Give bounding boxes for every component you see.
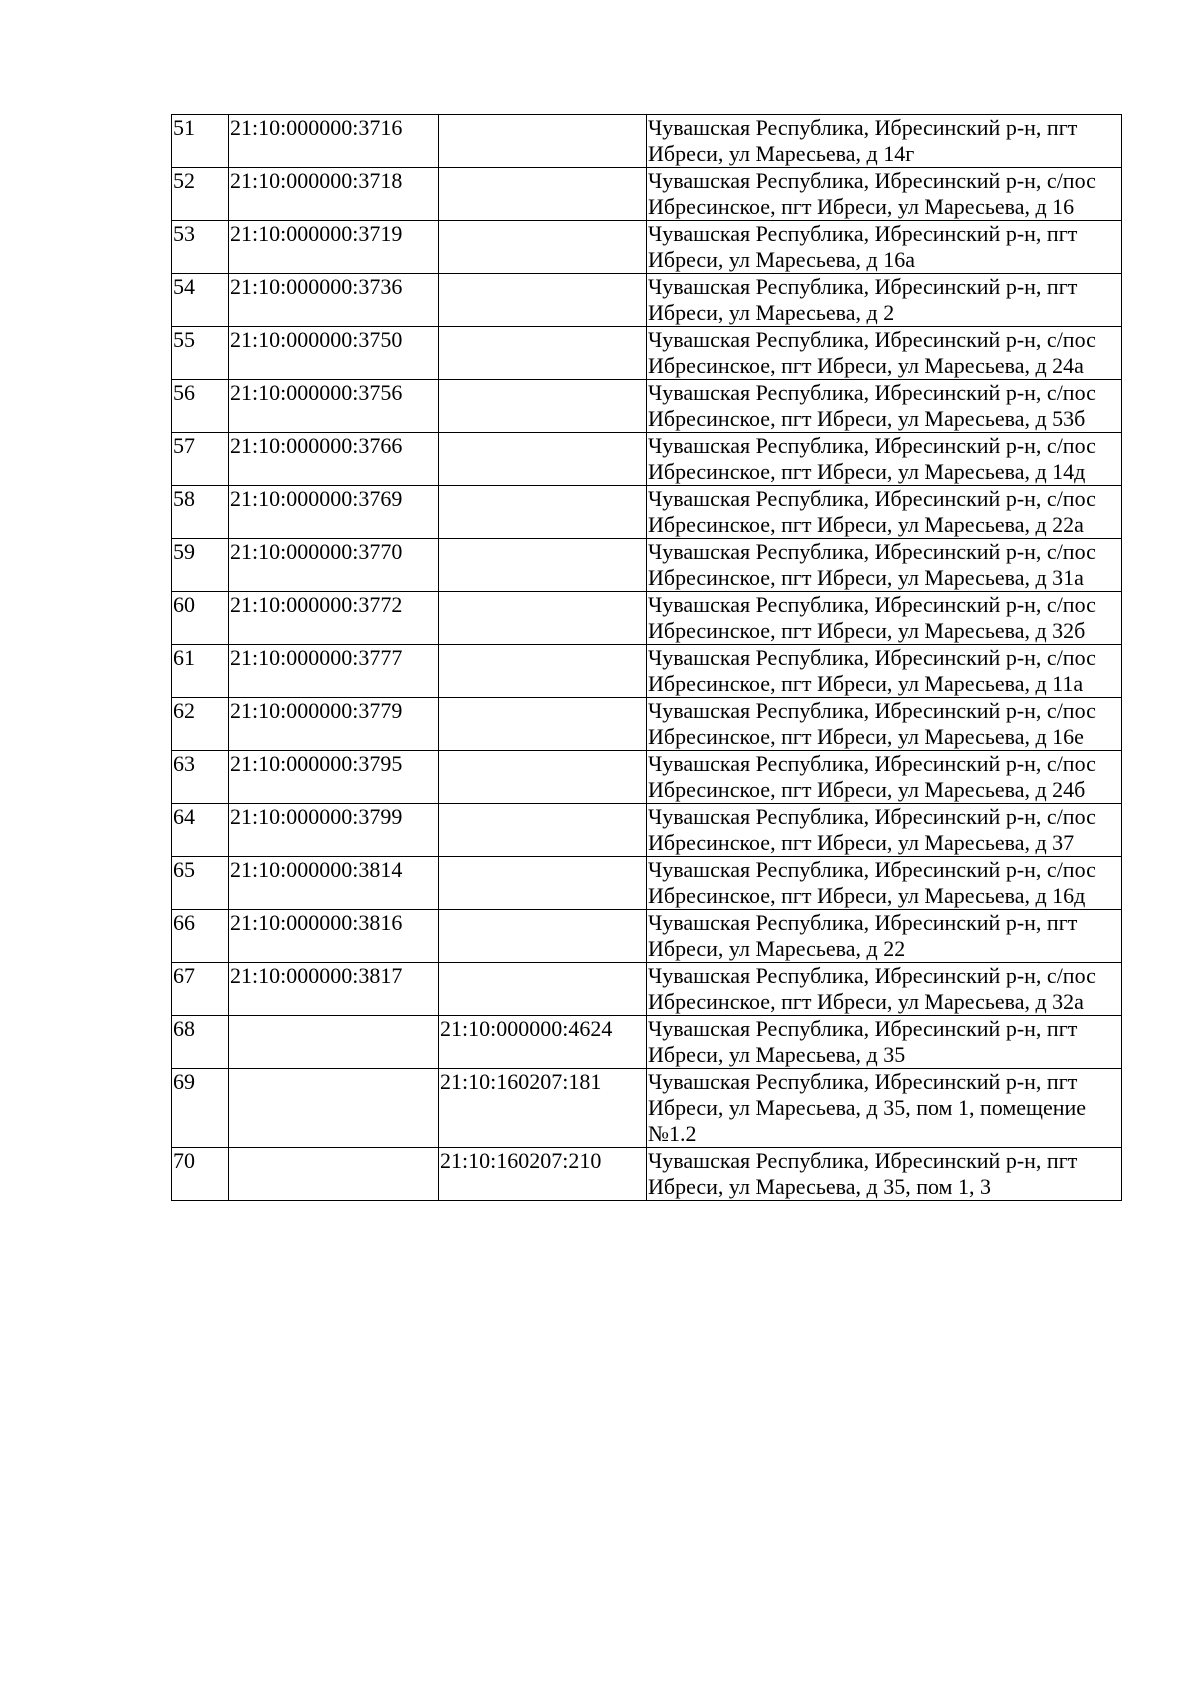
row-number-cell: 67 [172, 963, 229, 1016]
address-cell: Чувашская Республика, Ибресинский р-н, с/пос Ибресинское, пгт Ибреси, ул Маресьева, д 16е [647, 698, 1122, 751]
table-row [172, 804, 1122, 857]
cadastral-number-2-cell [439, 327, 647, 380]
address-cell: Чувашская Республика, Ибресинский р-н, пгт Ибреси, ул Маресьева, д 22 [647, 910, 1122, 963]
cadastral-number-cell [229, 1148, 439, 1201]
property-table [171, 114, 1122, 1201]
row-number-cell: 58 [172, 486, 229, 539]
address-cell: Чувашская Республика, Ибресинский р-н, с/пос Ибресинское, пгт Ибреси, ул Маресьева, д 16 [647, 168, 1122, 221]
cadastral-number-2-cell [439, 804, 647, 857]
cadastral-number-cell: 21:10:000000:3736 [229, 274, 439, 327]
cadastral-number-cell: 21:10:000000:3777 [229, 645, 439, 698]
table-row [172, 592, 1122, 645]
row-number-cell: 55 [172, 327, 229, 380]
cadastral-number-cell: 21:10:000000:3756 [229, 380, 439, 433]
row-number-cell: 63 [172, 751, 229, 804]
table-row [172, 380, 1122, 433]
cadastral-number-2-cell [439, 857, 647, 910]
cadastral-number-cell: 21:10:000000:3779 [229, 698, 439, 751]
table-row [172, 645, 1122, 698]
row-number-cell: 68 [172, 1016, 229, 1069]
address-cell: Чувашская Республика, Ибресинский р-н, с/пос Ибресинское, пгт Ибреси, ул Маресьева, д 24а [647, 327, 1122, 380]
cadastral-number-cell: 21:10:000000:3772 [229, 592, 439, 645]
cadastral-number-2-cell [439, 380, 647, 433]
cadastral-number-cell: 21:10:000000:3814 [229, 857, 439, 910]
table-row [172, 115, 1122, 168]
address-cell: Чувашская Республика, Ибресинский р-н, с/пос Ибресинское, пгт Ибреси, ул Маресьева, д 53б [647, 380, 1122, 433]
cadastral-number-2-cell [439, 274, 647, 327]
address-cell: Чувашская Республика, Ибресинский р-н, с/пос Ибресинское, пгт Ибреси, ул Маресьева, д 32б [647, 592, 1122, 645]
cadastral-number-2-cell [439, 539, 647, 592]
row-number-cell: 61 [172, 645, 229, 698]
address-cell: Чувашская Республика, Ибресинский р-н, пгт Ибреси, ул Маресьева, д 35 [647, 1016, 1122, 1069]
cadastral-number-cell: 21:10:000000:3719 [229, 221, 439, 274]
cadastral-number-2-cell [439, 751, 647, 804]
row-number-cell: 54 [172, 274, 229, 327]
cadastral-number-cell: 21:10:000000:3769 [229, 486, 439, 539]
cadastral-number-2-cell [439, 645, 647, 698]
cadastral-number-cell [229, 1069, 439, 1148]
table-row [172, 274, 1122, 327]
cadastral-number-cell: 21:10:000000:3770 [229, 539, 439, 592]
row-number-cell: 56 [172, 380, 229, 433]
table-row [172, 1148, 1122, 1201]
address-cell: Чувашская Республика, Ибресинский р-н, с/пос Ибресинское, пгт Ибреси, ул Маресьева, д 11а [647, 645, 1122, 698]
row-number-cell: 52 [172, 168, 229, 221]
cadastral-number-2-cell [439, 910, 647, 963]
row-number-cell: 70 [172, 1148, 229, 1201]
cadastral-number-cell: 21:10:000000:3817 [229, 963, 439, 1016]
table-row [172, 1016, 1122, 1069]
table-row [172, 486, 1122, 539]
cadastral-number-cell [229, 1016, 439, 1069]
row-number-cell: 53 [172, 221, 229, 274]
cadastral-number-2-cell [439, 698, 647, 751]
cadastral-number-2-cell: 21:10:160207:181 [439, 1069, 647, 1148]
address-cell: Чувашская Республика, Ибресинский р-н, с/пос Ибресинское, пгт Ибреси, ул Маресьева, д 37 [647, 804, 1122, 857]
table-row [172, 433, 1122, 486]
address-cell: Чувашская Республика, Ибресинский р-н, пгт Ибреси, ул Маресьева, д 35, пом 1, помещение №1.2 [647, 1069, 1122, 1148]
address-cell: Чувашская Республика, Ибресинский р-н, с/пос Ибресинское, пгт Ибреси, ул Маресьева, д 22а [647, 486, 1122, 539]
cadastral-number-2-cell: 21:10:000000:4624 [439, 1016, 647, 1069]
table-row [172, 910, 1122, 963]
row-number-cell: 59 [172, 539, 229, 592]
table-row [172, 221, 1122, 274]
address-cell: Чувашская Республика, Ибресинский р-н, пгт Ибреси, ул Маресьева, д 16а [647, 221, 1122, 274]
row-number-cell: 64 [172, 804, 229, 857]
table-row [172, 857, 1122, 910]
cadastral-number-2-cell [439, 963, 647, 1016]
table-row [172, 751, 1122, 804]
row-number-cell: 60 [172, 592, 229, 645]
cadastral-number-2-cell [439, 221, 647, 274]
cadastral-number-cell: 21:10:000000:3816 [229, 910, 439, 963]
address-cell: Чувашская Республика, Ибресинский р-н, пгт Ибреси, ул Маресьева, д 2 [647, 274, 1122, 327]
cadastral-number-2-cell [439, 592, 647, 645]
cadastral-number-cell: 21:10:000000:3716 [229, 115, 439, 168]
address-cell: Чувашская Республика, Ибресинский р-н, с/пос Ибресинское, пгт Ибреси, ул Маресьева, д 14д [647, 433, 1122, 486]
table-body [172, 115, 1122, 1201]
row-number-cell: 51 [172, 115, 229, 168]
address-cell: Чувашская Республика, Ибресинский р-н, с/пос Ибресинское, пгт Ибреси, ул Маресьева, д 32а [647, 963, 1122, 1016]
table-row [172, 168, 1122, 221]
row-number-cell: 69 [172, 1069, 229, 1148]
cadastral-number-cell: 21:10:000000:3766 [229, 433, 439, 486]
row-number-cell: 65 [172, 857, 229, 910]
cadastral-number-cell: 21:10:000000:3795 [229, 751, 439, 804]
address-cell: Чувашская Республика, Ибресинский р-н, с/пос Ибресинское, пгт Ибреси, ул Маресьева, д 24б [647, 751, 1122, 804]
cadastral-number-2-cell [439, 115, 647, 168]
table-row [172, 963, 1122, 1016]
cadastral-number-2-cell [439, 433, 647, 486]
address-cell: Чувашская Республика, Ибресинский р-н, пгт Ибреси, ул Маресьева, д 35, пом 1, 3 [647, 1148, 1122, 1201]
cadastral-number-2-cell [439, 486, 647, 539]
row-number-cell: 66 [172, 910, 229, 963]
address-cell: Чувашская Республика, Ибресинский р-н, с/пос Ибресинское, пгт Ибреси, ул Маресьева, д 31а [647, 539, 1122, 592]
cadastral-number-2-cell: 21:10:160207:210 [439, 1148, 647, 1201]
cadastral-number-cell: 21:10:000000:3799 [229, 804, 439, 857]
table-row [172, 698, 1122, 751]
cadastral-number-cell: 21:10:000000:3750 [229, 327, 439, 380]
table-row [172, 539, 1122, 592]
address-cell: Чувашская Республика, Ибресинский р-н, с/пос Ибресинское, пгт Ибреси, ул Маресьева, д 16д [647, 857, 1122, 910]
row-number-cell: 62 [172, 698, 229, 751]
address-cell: Чувашская Республика, Ибресинский р-н, пгт Ибреси, ул Маресьева, д 14г [647, 115, 1122, 168]
table-row [172, 327, 1122, 380]
cadastral-number-2-cell [439, 168, 647, 221]
cadastral-number-cell: 21:10:000000:3718 [229, 168, 439, 221]
row-number-cell: 57 [172, 433, 229, 486]
table-row [172, 1069, 1122, 1148]
